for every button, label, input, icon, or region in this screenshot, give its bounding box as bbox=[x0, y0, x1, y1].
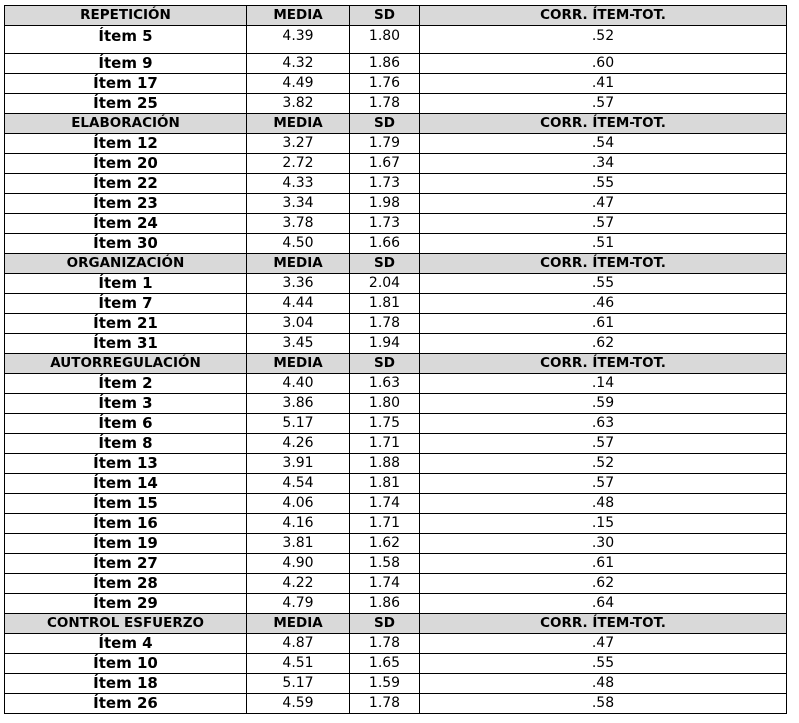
sd-value: 1.73 bbox=[350, 214, 420, 234]
item-label: Ítem 14 bbox=[5, 474, 247, 494]
item-label: Ítem 18 bbox=[5, 674, 247, 694]
sd-value: 1.80 bbox=[350, 26, 420, 54]
item-label: Ítem 27 bbox=[5, 554, 247, 574]
table-body bbox=[5, 6, 787, 714]
corr-value: .34 bbox=[420, 154, 787, 174]
sd-value: 1.81 bbox=[350, 474, 420, 494]
table-row bbox=[5, 474, 787, 494]
section-header-row bbox=[5, 6, 787, 26]
section-header-row bbox=[5, 354, 787, 374]
column-header-mean: MEDIA bbox=[247, 354, 350, 374]
item-label: Ítem 26 bbox=[5, 694, 247, 714]
table-row bbox=[5, 74, 787, 94]
item-label: Ítem 16 bbox=[5, 514, 247, 534]
section-header-row bbox=[5, 614, 787, 634]
mean-value: 4.33 bbox=[247, 174, 350, 194]
column-header-sd: SD bbox=[350, 6, 420, 26]
mean-value: 4.16 bbox=[247, 514, 350, 534]
column-header-corr: CORR. ÍTEM-TOT. bbox=[420, 114, 787, 134]
mean-value: 2.72 bbox=[247, 154, 350, 174]
item-label: Ítem 7 bbox=[5, 294, 247, 314]
sd-value: 1.71 bbox=[350, 514, 420, 534]
mean-value: 4.87 bbox=[247, 634, 350, 654]
column-header-mean: MEDIA bbox=[247, 6, 350, 26]
item-label: Ítem 31 bbox=[5, 334, 247, 354]
sd-value: 1.78 bbox=[350, 694, 420, 714]
item-label: Ítem 17 bbox=[5, 74, 247, 94]
table-row bbox=[5, 174, 787, 194]
mean-value: 5.17 bbox=[247, 674, 350, 694]
sd-value: 1.80 bbox=[350, 394, 420, 414]
corr-value: .55 bbox=[420, 654, 787, 674]
mean-value: 4.39 bbox=[247, 26, 350, 54]
section-header-row bbox=[5, 114, 787, 134]
item-label: Ítem 6 bbox=[5, 414, 247, 434]
item-label: Ítem 1 bbox=[5, 274, 247, 294]
table-row bbox=[5, 694, 787, 714]
item-label: Ítem 23 bbox=[5, 194, 247, 214]
corr-value: .57 bbox=[420, 94, 787, 114]
mean-value: 4.06 bbox=[247, 494, 350, 514]
mean-value: 3.27 bbox=[247, 134, 350, 154]
mean-value: 4.49 bbox=[247, 74, 350, 94]
corr-value: .61 bbox=[420, 314, 787, 334]
sd-value: 1.86 bbox=[350, 594, 420, 614]
item-label: Ítem 4 bbox=[5, 634, 247, 654]
corr-value: .64 bbox=[420, 594, 787, 614]
section-name: AUTORREGULACIÓN bbox=[5, 354, 247, 374]
corr-value: .62 bbox=[420, 334, 787, 354]
corr-value: .63 bbox=[420, 414, 787, 434]
table-row bbox=[5, 294, 787, 314]
corr-value: .57 bbox=[420, 214, 787, 234]
item-label: Ítem 24 bbox=[5, 214, 247, 234]
sd-value: 1.98 bbox=[350, 194, 420, 214]
sd-value: 1.71 bbox=[350, 434, 420, 454]
mean-value: 3.91 bbox=[247, 454, 350, 474]
mean-value: 4.54 bbox=[247, 474, 350, 494]
table-row bbox=[5, 654, 787, 674]
mean-value: 4.44 bbox=[247, 294, 350, 314]
corr-value: .52 bbox=[420, 454, 787, 474]
mean-value: 4.26 bbox=[247, 434, 350, 454]
mean-value: 4.22 bbox=[247, 574, 350, 594]
table-row bbox=[5, 94, 787, 114]
section-name: REPETICIÓN bbox=[5, 6, 247, 26]
item-label: Ítem 25 bbox=[5, 94, 247, 114]
corr-value: .47 bbox=[420, 194, 787, 214]
sd-value: 1.86 bbox=[350, 54, 420, 74]
sd-value: 1.88 bbox=[350, 454, 420, 474]
column-header-sd: SD bbox=[350, 354, 420, 374]
table-row bbox=[5, 634, 787, 654]
item-label: Ítem 8 bbox=[5, 434, 247, 454]
corr-value: .52 bbox=[420, 26, 787, 54]
table-row bbox=[5, 234, 787, 254]
sd-value: 1.58 bbox=[350, 554, 420, 574]
item-label: Ítem 21 bbox=[5, 314, 247, 334]
section-header-row bbox=[5, 254, 787, 274]
sd-value: 1.74 bbox=[350, 574, 420, 594]
mean-value: 3.04 bbox=[247, 314, 350, 334]
table-row bbox=[5, 454, 787, 474]
corr-value: .57 bbox=[420, 434, 787, 454]
sd-value: 1.62 bbox=[350, 534, 420, 554]
sd-value: 1.75 bbox=[350, 414, 420, 434]
table-row bbox=[5, 594, 787, 614]
table-row bbox=[5, 494, 787, 514]
item-label: Ítem 29 bbox=[5, 594, 247, 614]
corr-value: .62 bbox=[420, 574, 787, 594]
sd-value: 1.67 bbox=[350, 154, 420, 174]
table-row bbox=[5, 214, 787, 234]
corr-value: .60 bbox=[420, 54, 787, 74]
corr-value: .55 bbox=[420, 274, 787, 294]
item-label: Ítem 22 bbox=[5, 174, 247, 194]
table-row bbox=[5, 674, 787, 694]
sd-value: 1.94 bbox=[350, 334, 420, 354]
table-row bbox=[5, 26, 787, 54]
column-header-sd: SD bbox=[350, 254, 420, 274]
mean-value: 3.34 bbox=[247, 194, 350, 214]
section-name: ORGANIZACIÓN bbox=[5, 254, 247, 274]
item-label: Ítem 19 bbox=[5, 534, 247, 554]
item-label: Ítem 30 bbox=[5, 234, 247, 254]
table-row bbox=[5, 314, 787, 334]
sd-value: 1.66 bbox=[350, 234, 420, 254]
corr-value: .58 bbox=[420, 694, 787, 714]
mean-value: 4.90 bbox=[247, 554, 350, 574]
table-row bbox=[5, 394, 787, 414]
table-row bbox=[5, 334, 787, 354]
table-row bbox=[5, 554, 787, 574]
column-header-mean: MEDIA bbox=[247, 114, 350, 134]
sd-value: 1.74 bbox=[350, 494, 420, 514]
mean-value: 3.86 bbox=[247, 394, 350, 414]
table-row bbox=[5, 534, 787, 554]
corr-value: .41 bbox=[420, 74, 787, 94]
mean-value: 5.17 bbox=[247, 414, 350, 434]
table-row bbox=[5, 514, 787, 534]
sd-value: 1.81 bbox=[350, 294, 420, 314]
sd-value: 2.04 bbox=[350, 274, 420, 294]
sd-value: 1.78 bbox=[350, 94, 420, 114]
item-label: Ítem 12 bbox=[5, 134, 247, 154]
table-row bbox=[5, 434, 787, 454]
table-row bbox=[5, 154, 787, 174]
corr-value: .15 bbox=[420, 514, 787, 534]
item-label: Ítem 13 bbox=[5, 454, 247, 474]
corr-value: .47 bbox=[420, 634, 787, 654]
section-name: CONTROL ESFUERZO bbox=[5, 614, 247, 634]
corr-value: .54 bbox=[420, 134, 787, 154]
item-label: Ítem 5 bbox=[5, 26, 247, 54]
sd-value: 1.79 bbox=[350, 134, 420, 154]
table-row bbox=[5, 54, 787, 74]
corr-value: .55 bbox=[420, 174, 787, 194]
column-header-sd: SD bbox=[350, 114, 420, 134]
corr-value: .46 bbox=[420, 294, 787, 314]
sd-value: 1.59 bbox=[350, 674, 420, 694]
mean-value: 3.45 bbox=[247, 334, 350, 354]
sd-value: 1.73 bbox=[350, 174, 420, 194]
column-header-corr: CORR. ÍTEM-TOT. bbox=[420, 354, 787, 374]
column-header-mean: MEDIA bbox=[247, 614, 350, 634]
mean-value: 3.36 bbox=[247, 274, 350, 294]
mean-value: 4.50 bbox=[247, 234, 350, 254]
item-label: Ítem 10 bbox=[5, 654, 247, 674]
item-label: Ítem 15 bbox=[5, 494, 247, 514]
corr-value: .59 bbox=[420, 394, 787, 414]
item-statistics-table bbox=[4, 5, 787, 714]
sd-value: 1.78 bbox=[350, 634, 420, 654]
item-label: Ítem 2 bbox=[5, 374, 247, 394]
mean-value: 3.78 bbox=[247, 214, 350, 234]
corr-value: .48 bbox=[420, 674, 787, 694]
mean-value: 4.59 bbox=[247, 694, 350, 714]
item-label: Ítem 28 bbox=[5, 574, 247, 594]
corr-value: .61 bbox=[420, 554, 787, 574]
table-row bbox=[5, 194, 787, 214]
corr-value: .14 bbox=[420, 374, 787, 394]
corr-value: .51 bbox=[420, 234, 787, 254]
sd-value: 1.78 bbox=[350, 314, 420, 334]
column-header-corr: CORR. ÍTEM-TOT. bbox=[420, 254, 787, 274]
table-row bbox=[5, 274, 787, 294]
sd-value: 1.63 bbox=[350, 374, 420, 394]
table-row bbox=[5, 574, 787, 594]
sd-value: 1.65 bbox=[350, 654, 420, 674]
item-label: Ítem 9 bbox=[5, 54, 247, 74]
column-header-corr: CORR. ÍTEM-TOT. bbox=[420, 6, 787, 26]
corr-value: .57 bbox=[420, 474, 787, 494]
corr-value: .30 bbox=[420, 534, 787, 554]
item-label: Ítem 3 bbox=[5, 394, 247, 414]
column-header-corr: CORR. ÍTEM-TOT. bbox=[420, 614, 787, 634]
mean-value: 4.40 bbox=[247, 374, 350, 394]
section-name: ELABORACIÓN bbox=[5, 114, 247, 134]
mean-value: 3.81 bbox=[247, 534, 350, 554]
mean-value: 4.51 bbox=[247, 654, 350, 674]
table-row bbox=[5, 134, 787, 154]
mean-value: 3.82 bbox=[247, 94, 350, 114]
column-header-sd: SD bbox=[350, 614, 420, 634]
item-label: Ítem 20 bbox=[5, 154, 247, 174]
table-row bbox=[5, 414, 787, 434]
mean-value: 4.32 bbox=[247, 54, 350, 74]
column-header-mean: MEDIA bbox=[247, 254, 350, 274]
mean-value: 4.79 bbox=[247, 594, 350, 614]
corr-value: .48 bbox=[420, 494, 787, 514]
table-row bbox=[5, 374, 787, 394]
sd-value: 1.76 bbox=[350, 74, 420, 94]
